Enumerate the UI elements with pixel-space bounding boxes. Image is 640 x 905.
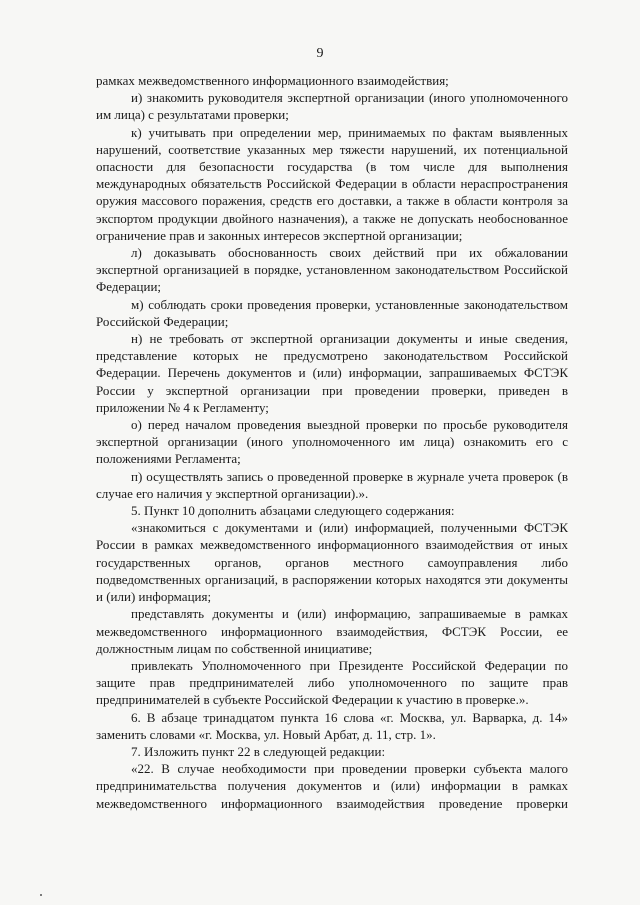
paragraph-point-5: 5. Пункт 10 дополнить абзацами следующего содержания: <box>131 503 455 519</box>
paragraph-item-o: о) перед началом проведения выездной проверки по просьбе руководителя экспертной организации (иного уполномоченного им лица) ознакомить его с положениями Регламента; <box>96 417 568 467</box>
paragraph-point-22: «22. В случае необходимости при проведении проверки субъекта малого предпринимательства получения документов и (или) информации в рамках межведомственного информационного взаимодействия проведение проверки <box>96 761 568 811</box>
document-body <box>96 72 568 812</box>
paragraph-point-5-clause-1: «знакомиться с документами и (или) информацией, полученными ФСТЭК России в рамках межведомственного информационного взаимодействия от иных государственных органов, органов местного самоуправления либо подведомственных организаций, в распоряжении которых находятся эти документы и (или) информация; <box>96 520 568 605</box>
paragraph-item-i: и) знакомить руководителя экспертной организации (иного уполномоченного им лица) с результатами проверки; <box>96 90 568 123</box>
paragraph-continuation: рамках межведомственного информационного взаимодействия; <box>96 73 449 88</box>
scan-artifact <box>40 894 42 896</box>
paragraph-point-5-clause-3: привлекать Уполномоченного при Президенте Российской Федерации по защите прав предпринимателей либо уполномоченного по защите прав предпринимателей в субъекте Российской Федерации к участию в проверке.». <box>96 657 568 708</box>
paragraph-item-m: м) соблюдать сроки проведения проверки, установленные законодательством Российской Федерации; <box>96 296 568 329</box>
paragraph-item-n: н) не требовать от экспертной организации документы и иные сведения, представление которых не предусмотрено законодательством Российской Федерации. Перечень документов и (или) информации, запрашиваемых ФСТЭК России у экспертной организации при проведении проверки, приведен в приложении № 4 к Регламенту; <box>96 331 568 415</box>
paragraph-item-l: л) доказывать обоснованность своих действий при их обжаловании экспертной организацией в порядке, установленном законодательством Российской Федерации; <box>96 245 568 295</box>
page-number: 9 <box>316 46 324 61</box>
paragraph-point-7: 7. Изложить пункт 22 в следующей редакции: <box>131 743 386 759</box>
paragraph-item-p: п) осуществлять запись о проведенной проверке в журнале учета проверок (в случае его наличия у экспертной организации).». <box>96 468 568 501</box>
paragraph-point-5-clause-2: представлять документы и (или) информацию, запрашиваемые в рамках межведомственного информационного взаимодействия, ФСТЭК России, ее должностным лицам по собственной инициативе; <box>96 606 568 656</box>
paragraph-point-6: 6. В абзаце тринадцатом пункта 16 слова «г. Москва, ул. Варварка, д. 14» заменить словами «г. Москва, ул. Новый Арбат, д. 11, стр. 1». <box>96 709 568 742</box>
paragraph-item-k: к) учитывать при определении мер, принимаемых по фактам выявленных нарушений, соответствие указанных мер тяжести нарушений, их потенциальной опасности для безопасности государства (в том числе для выполнения международных обязательств Российской Федерации в области нераспространения оружия массового поражения, средств его доставки, а также в области контроля за экспортом продукции двойного назначения), а также не допускать необоснованное ограничение прав и законных интересов экспертной организации; <box>96 124 568 243</box>
